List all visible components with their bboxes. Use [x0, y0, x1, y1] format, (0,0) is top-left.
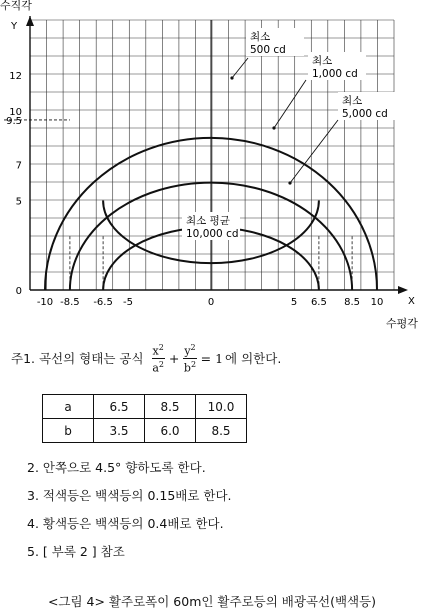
- curve-label-leader: [232, 58, 248, 78]
- x-tick-label: -8.5: [60, 297, 80, 308]
- guide-lines: [4, 120, 352, 290]
- table-cell: a: [43, 395, 94, 419]
- y-tick-label: 0: [15, 286, 22, 297]
- y-axis-arrow: [26, 16, 34, 26]
- y-axis-letter: Y: [11, 21, 18, 32]
- table-cell: 8.5: [196, 419, 247, 443]
- note-1-suffix: 에 의한다.: [225, 351, 282, 367]
- formula-rhs: = 1: [200, 350, 224, 366]
- formula-x-fraction: [152, 342, 165, 374]
- curve-label-leader: [290, 120, 338, 183]
- table-cell: b: [43, 419, 94, 443]
- curve-label-line: 최소: [312, 55, 333, 67]
- curve-label-leader-dot: [230, 76, 233, 79]
- curve-label-leader: [274, 80, 306, 128]
- x-tick-label: -10: [36, 297, 54, 308]
- table-cell: 6.0: [145, 419, 196, 443]
- curve-label-line: 최소: [342, 95, 363, 107]
- table-cell: 8.5: [145, 395, 196, 419]
- x-tick-label: 0: [207, 297, 215, 308]
- curve-labels: [182, 28, 396, 240]
- note-1: [11, 342, 281, 374]
- x-axis-letter: X: [408, 296, 415, 307]
- formula-b: b: [183, 361, 191, 375]
- x-axis-arrow: [398, 286, 408, 294]
- formula-exp: 2: [190, 343, 196, 352]
- formula-plus: +: [168, 350, 180, 366]
- x-tick-label: 6.5: [310, 297, 327, 308]
- curve-label-leader-dot: [288, 181, 291, 184]
- table-cell: 10.0: [196, 395, 247, 419]
- y-axis-title: 수직각: [0, 0, 32, 12]
- y-tick-label: 5: [15, 196, 22, 208]
- table-cell: 3.5: [94, 419, 145, 443]
- formula-x: x: [152, 344, 159, 358]
- formula-a: a: [152, 361, 159, 375]
- x-tick-label: 5: [290, 297, 298, 308]
- note-4: 4. 황색등은 백색등의 0.4배로 한다.: [27, 516, 224, 531]
- table-row: [43, 419, 247, 443]
- curve-label-line: 최소 평균: [186, 215, 230, 227]
- x-axis-title: 수평각: [386, 317, 418, 330]
- y-tick-label: 10: [9, 107, 22, 118]
- table-cell: 6.5: [94, 395, 145, 419]
- y-tick-label: 12: [9, 71, 22, 83]
- curve-label-leader-dot: [272, 126, 275, 129]
- x-tick-label: -6.5: [93, 297, 113, 308]
- curve-label-line: 10,000 cd: [186, 228, 239, 240]
- formula-exp: 2: [158, 343, 164, 352]
- curve-label-line: 5,000 cd: [342, 108, 388, 120]
- y-tick-label: 9.5: [6, 115, 22, 127]
- formula-y: y: [184, 344, 191, 358]
- formula-exp: 2: [190, 359, 197, 369]
- note-3: 3. 적색등은 백색등의 0.15배로 한다.: [27, 488, 232, 503]
- curve-label-line: 최소: [250, 31, 271, 43]
- y-tick-label: 7: [15, 160, 22, 172]
- x-tick-label: 10: [370, 297, 384, 308]
- formula-y-fraction: [183, 342, 196, 374]
- note-2: 2. 안쪽으로 4.5° 향하도록 한다.: [27, 460, 206, 475]
- table-row: [43, 395, 247, 419]
- note-5: 5. [ 부록 2 ] 참조: [27, 544, 125, 559]
- curve-label-line: 500 cd: [250, 44, 286, 56]
- x-tick-label: -5: [123, 297, 133, 308]
- formula-exp: 2: [158, 359, 165, 369]
- figure-caption: <그림 4> 활주로폭이 60m인 활주로등의 배광곡선(백색등): [47, 594, 377, 609]
- coefficient-table: [42, 394, 247, 443]
- x-tick-label: 8.5: [344, 297, 361, 308]
- curve-label-line: 1,000 cd: [312, 68, 358, 80]
- note-1-prefix: 주1. 곡선의 형태는 공식: [11, 351, 144, 367]
